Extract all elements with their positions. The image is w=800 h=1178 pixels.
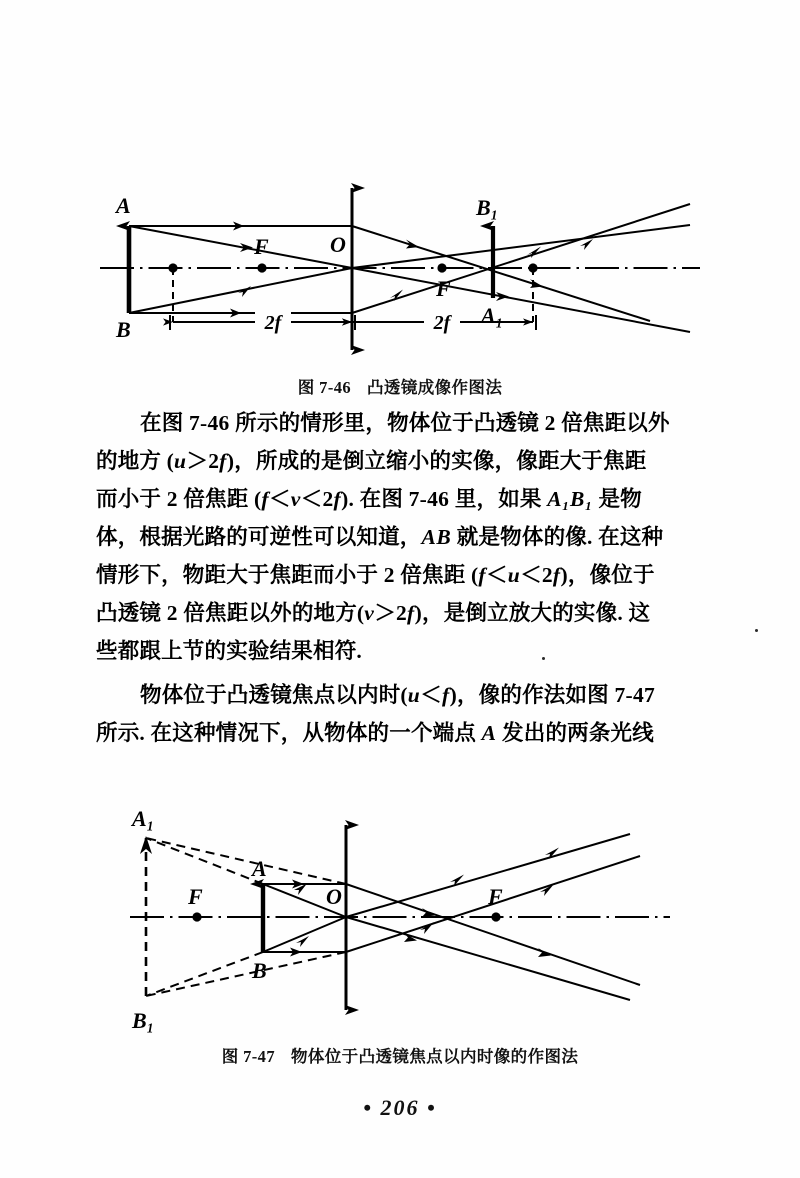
text-span-lat: 2 xyxy=(383,563,395,587)
text-span-han: 在图 xyxy=(140,411,189,435)
ray-parallel-through-focus xyxy=(129,222,650,322)
page-number: • 206 • xyxy=(363,1095,437,1120)
text-line xyxy=(96,632,716,670)
text-span-han: 倍焦距 ( xyxy=(394,563,479,587)
text-span-han: 是物 xyxy=(592,487,642,511)
text-span-han: 凸透镜 xyxy=(96,601,167,625)
dimension-2f-right xyxy=(352,311,536,334)
text-span-math: v xyxy=(364,601,375,625)
text-line xyxy=(96,594,716,632)
text-line xyxy=(96,714,716,752)
ray-lower-through-center xyxy=(263,917,630,1000)
paragraph-2 xyxy=(96,676,716,752)
ink-speck xyxy=(542,657,545,660)
caption-number-7-46: 图 7-46 xyxy=(297,378,352,397)
text-span-han: )，像的作法如图 xyxy=(449,683,615,707)
text-span-math: f xyxy=(478,563,487,587)
text-span-han: 倍焦距 ( xyxy=(177,487,262,511)
label-A: A xyxy=(116,193,131,218)
label-B: B xyxy=(252,958,267,983)
text-span-math: f xyxy=(261,487,270,511)
text-span-math: f xyxy=(219,449,227,473)
ray-parallel-through-focus xyxy=(263,880,640,986)
label-2f-right: 2f xyxy=(433,312,451,334)
text-span-lat: 7-46 xyxy=(188,411,230,435)
text-span-han: 体，根据光路的可逆性可以知道， xyxy=(96,525,422,549)
caption-text-7-47: 物体位于凸透镜焦点以内时像的作图法 xyxy=(290,1047,579,1066)
label-B1: B₁ xyxy=(476,195,499,220)
figure-7-46 xyxy=(0,170,800,370)
figure-7-47-diagram xyxy=(120,800,680,1035)
text-span-math: A xyxy=(481,721,497,745)
text-span-lat: 2 xyxy=(166,487,178,511)
text-span-math: v xyxy=(290,487,301,511)
text-span-han: ＜2 xyxy=(520,563,553,587)
caption-text-7-46: 凸透镜成像作图法 xyxy=(367,378,503,397)
label-F-left: F xyxy=(188,884,203,909)
focus-dot-right xyxy=(491,912,500,921)
text-line xyxy=(96,518,716,556)
label-B1: B₁ xyxy=(132,1008,155,1033)
text-span-lat: 7-46 xyxy=(408,487,450,511)
label-O: O xyxy=(330,232,346,257)
label-F-right: F xyxy=(488,884,503,909)
text-span-math: AB xyxy=(421,525,452,549)
text-span-math: f xyxy=(333,487,342,511)
text-span-han: ＜ xyxy=(269,487,291,511)
text-span-math: u xyxy=(407,683,421,707)
text-span-han: ＜2 xyxy=(300,487,334,511)
text-line xyxy=(96,556,716,594)
text-span-math: u xyxy=(174,449,187,473)
ink-speck xyxy=(755,629,758,632)
label-F-left: F xyxy=(254,234,269,259)
text-span-han: )，所成的是倒立缩小的实像，像距大于焦距 xyxy=(226,449,647,473)
text-line xyxy=(96,676,716,714)
text-span-han: 的地方 ( xyxy=(96,449,175,473)
text-span-han: 发出的两条光线 xyxy=(496,721,654,745)
text-span-lat: 7-47 xyxy=(614,683,656,707)
text-span-math: f xyxy=(441,683,450,707)
text-span-han: 所示的情形里，物体位于凸透镜 xyxy=(229,411,545,435)
text-span-han: 倍焦距以外 xyxy=(555,411,670,435)
ray-through-center xyxy=(263,834,630,917)
text-span-han: ＞2 xyxy=(186,449,220,473)
text-span-lat: 2 xyxy=(166,601,178,625)
label-F-right: F xyxy=(436,276,451,301)
label-O: O xyxy=(326,884,342,909)
text-line xyxy=(96,442,716,480)
text-line xyxy=(96,480,716,518)
text-span-han: 倍焦距以外的地方( xyxy=(177,601,365,625)
text-span-han: ＞2 xyxy=(374,601,407,625)
figure-7-46-caption xyxy=(0,374,800,398)
figure-7-47-caption xyxy=(0,1043,800,1067)
label-A1: A₁ xyxy=(132,806,155,831)
text-span-math: u xyxy=(507,563,521,587)
text-span-han: 情形下，物距大于焦距而小于 xyxy=(96,563,384,587)
label-B: B xyxy=(116,317,131,342)
text-span-han: 就是物体的像. 在这种 xyxy=(451,525,664,549)
text-span-math: f xyxy=(552,563,561,587)
text-span-han: ＜ xyxy=(486,563,508,587)
dimension-2f-left xyxy=(170,311,355,334)
text-span-math: A₁B₁ xyxy=(547,487,593,511)
text-span-han: 里，如果 xyxy=(449,487,548,511)
text-span-han: 些都跟上节的实验结果相符. xyxy=(96,639,362,663)
text-span-han: 物体位于凸透镜焦点以内时( xyxy=(140,683,408,707)
text-span-han: )，像位于 xyxy=(560,563,655,587)
text-span-han: 而小于 xyxy=(96,487,167,511)
text-span-lat: 2 xyxy=(544,411,556,435)
text-span-han: )，是倒立放大的实像. 这 xyxy=(414,601,651,625)
label-A1: A₁ xyxy=(481,303,504,328)
label-2f-left: 2f xyxy=(264,312,282,334)
text-line xyxy=(96,404,716,442)
text-span-han: ). 在图 xyxy=(341,487,409,511)
text-span-han: 所示. 在这种情况下，从物体的一个端点 xyxy=(96,721,482,745)
paragraph-1 xyxy=(96,404,716,670)
focus-dot-left xyxy=(192,912,201,921)
figure-7-46-diagram xyxy=(90,170,710,370)
figure-7-47 xyxy=(0,800,800,1050)
caption-number-7-47: 图 7-47 xyxy=(221,1047,275,1066)
text-span-math: f xyxy=(407,601,415,625)
text-span-han: ＜ xyxy=(420,683,442,707)
label-A: A xyxy=(252,856,267,881)
